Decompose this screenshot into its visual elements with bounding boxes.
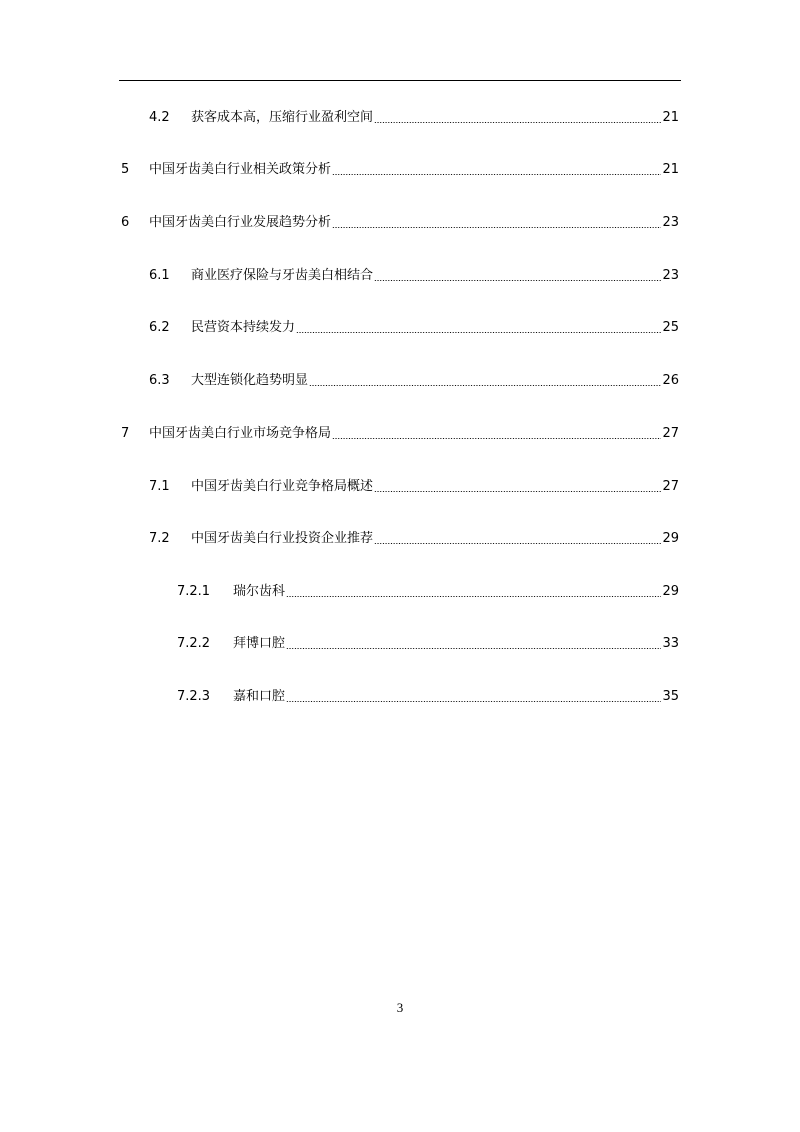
toc-entry[interactable] bbox=[149, 266, 679, 286]
toc-entry-title: 大型连锁化趋势明显 bbox=[191, 373, 309, 388]
toc-entry-title: 嘉和口腔 bbox=[233, 689, 286, 704]
toc-entry-page: 29 bbox=[662, 531, 679, 546]
toc-entry-number: 7 bbox=[121, 426, 130, 441]
toc-entry-page: 21 bbox=[662, 110, 679, 125]
toc-entry-page: 27 bbox=[662, 479, 679, 494]
toc-entry[interactable] bbox=[177, 582, 679, 602]
toc-dot-leader bbox=[374, 477, 661, 497]
toc-entry[interactable] bbox=[149, 108, 679, 128]
toc-entry-title: 商业医疗保险与牙齿美白相结合 bbox=[191, 268, 374, 283]
toc-entry[interactable] bbox=[121, 160, 679, 180]
toc-entry-page: 21 bbox=[662, 162, 679, 177]
toc-dot-leader bbox=[374, 266, 661, 286]
toc-entry-number: 7.2.3 bbox=[177, 689, 211, 704]
toc-entry[interactable] bbox=[121, 424, 679, 444]
toc-dot-leader bbox=[286, 687, 661, 707]
toc-entry-title: 中国牙齿美白行业相关政策分析 bbox=[149, 162, 332, 177]
toc-entry-page: 23 bbox=[662, 268, 679, 283]
toc-entry-number: 6.3 bbox=[149, 373, 170, 388]
toc-entry-page: 35 bbox=[662, 689, 679, 704]
toc-entry-title: 中国牙齿美白行业市场竞争格局 bbox=[149, 426, 332, 441]
toc-entry[interactable] bbox=[177, 634, 679, 654]
toc-entry[interactable] bbox=[149, 371, 679, 391]
toc-entry-page: 29 bbox=[662, 584, 679, 599]
toc-entry-number: 7.2.1 bbox=[177, 584, 211, 599]
toc-dot-leader bbox=[309, 371, 661, 391]
toc-dot-leader bbox=[296, 318, 661, 338]
toc-entry-page: 27 bbox=[662, 426, 679, 441]
toc-entry-title: 拜博口腔 bbox=[233, 636, 286, 651]
toc-entry[interactable] bbox=[177, 687, 679, 707]
toc-dot-leader bbox=[374, 108, 661, 128]
toc-entry-title: 中国牙齿美白行业竞争格局概述 bbox=[191, 479, 374, 494]
toc-entry[interactable] bbox=[121, 213, 679, 233]
toc-entry[interactable] bbox=[149, 529, 679, 549]
toc-entry-title: 瑞尔齿科 bbox=[233, 584, 286, 599]
toc-entry-number: 5 bbox=[121, 162, 130, 177]
toc-entry-title: 中国牙齿美白行业发展趋势分析 bbox=[149, 215, 332, 230]
toc-dot-leader bbox=[374, 529, 661, 549]
toc-entry-title: 民营资本持续发力 bbox=[191, 320, 296, 335]
toc-entry-number: 7.1 bbox=[149, 479, 170, 494]
page-number: 3 bbox=[396, 1000, 404, 1015]
toc-entry-title: 中国牙齿美白行业投资企业推荐 bbox=[191, 531, 374, 546]
toc-entry-number: 7.2 bbox=[149, 531, 170, 546]
toc-entry-number: 4.2 bbox=[149, 110, 170, 125]
toc-dot-leader bbox=[332, 424, 661, 444]
toc-entry-number: 6 bbox=[121, 215, 130, 230]
toc-dot-leader bbox=[332, 213, 661, 233]
toc-entry-number: 7.2.2 bbox=[177, 636, 211, 651]
toc-entry-page: 33 bbox=[662, 636, 679, 651]
toc-entry-number: 6.2 bbox=[149, 320, 170, 335]
header-rule bbox=[119, 80, 681, 81]
toc-entry[interactable] bbox=[149, 318, 679, 338]
toc-entry-title: 获客成本高，压缩行业盈利空间 bbox=[191, 110, 374, 125]
toc-entry-page: 26 bbox=[662, 373, 679, 388]
toc-dot-leader bbox=[286, 634, 661, 654]
toc-dot-leader bbox=[286, 582, 661, 602]
toc-dot-leader bbox=[332, 160, 661, 180]
toc-entry[interactable] bbox=[149, 477, 679, 497]
toc-entry-page: 25 bbox=[662, 320, 679, 335]
toc-entry-page: 23 bbox=[662, 215, 679, 230]
toc-entry-number: 6.1 bbox=[149, 268, 170, 283]
